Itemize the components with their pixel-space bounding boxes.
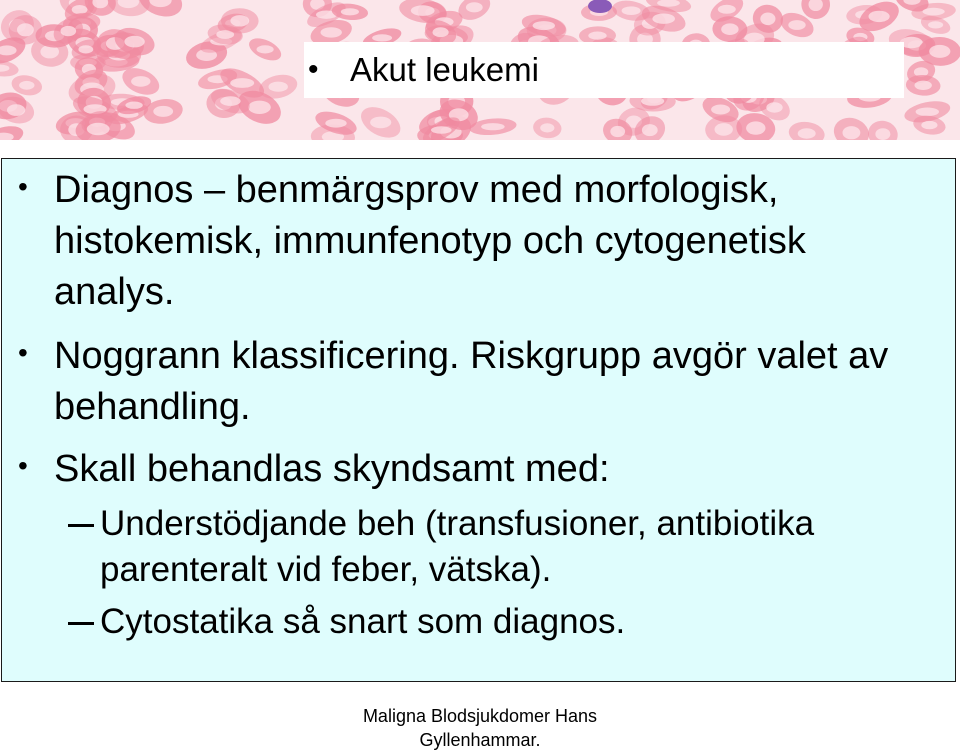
blood-cell: [865, 118, 900, 140]
sub-bullet-text: Understödjande beh (transfusioner, antibiotika parenteralt vid feber, vätska).: [100, 504, 815, 589]
title-bullet: •: [308, 53, 319, 86]
title-box: [304, 42, 904, 98]
bullet-text: Diagnos – benmärgsprov med morfologisk, histokemisk, immunfenotyp och cytogenetisk analys.: [54, 169, 806, 313]
blood-cell: [356, 101, 406, 140]
bullet-text: Noggrann klassificering. Riskgrupp avgör valet av behandling.: [54, 335, 889, 428]
slide-title: Akut leukemi: [350, 51, 539, 88]
blood-cell: [787, 120, 826, 140]
bullet-marker: •: [18, 337, 28, 368]
bullet-marker: •: [18, 171, 28, 202]
blood-cell: [830, 113, 873, 140]
bullet-marker: •: [18, 450, 28, 481]
slide-footer: Maligna Blodsjukdomer Hans Gyllenhammar.: [362, 706, 598, 750]
sub-bullet-text: Cytostatika så snart som diagnos.: [100, 602, 626, 641]
bullet-text: Skall behandlas skyndsamt med:: [54, 448, 610, 490]
blood-cell: [0, 122, 26, 140]
sub-bullet-dash: [68, 622, 94, 625]
sub-bullet-dash: [68, 524, 94, 527]
blood-cell: [532, 116, 563, 140]
blood-cell: [246, 34, 285, 65]
content-box: [1, 158, 956, 682]
